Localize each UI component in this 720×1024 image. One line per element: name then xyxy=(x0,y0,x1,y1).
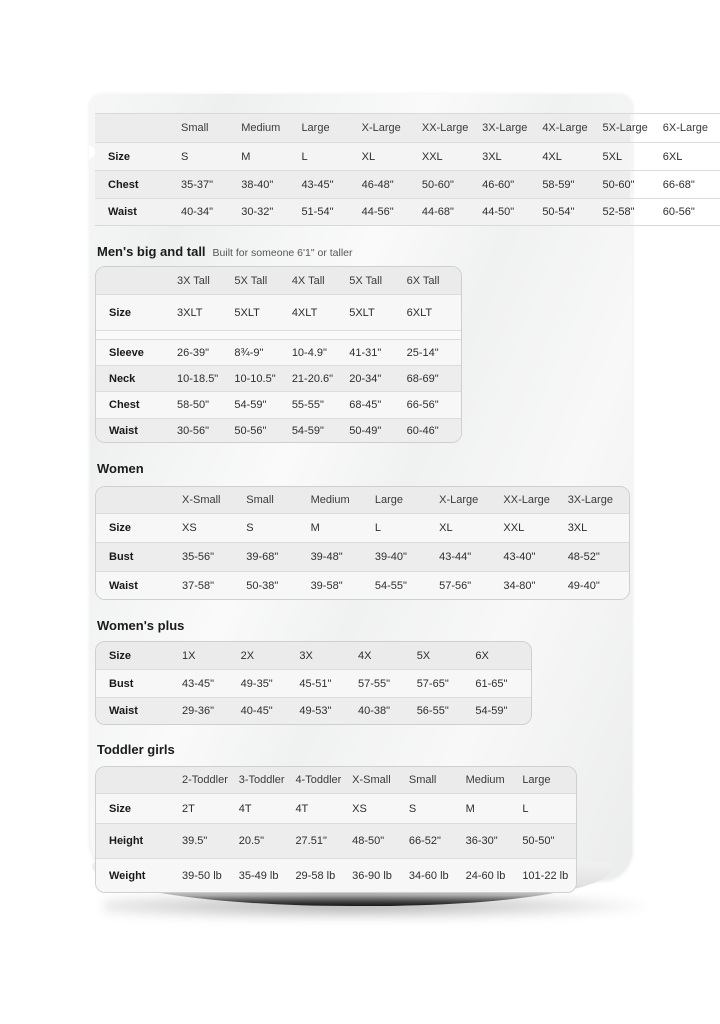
row-label: Sleeve xyxy=(109,346,144,359)
table-cell: 48-52" xyxy=(567,551,600,563)
table-cell: L xyxy=(374,522,381,534)
column-header: X-Large xyxy=(439,494,479,506)
size-table-mens xyxy=(95,113,720,226)
row-label: Neck xyxy=(109,372,136,385)
row-label: Waist xyxy=(109,424,138,437)
table-cell: XL xyxy=(361,150,376,163)
table-row xyxy=(95,113,720,142)
table-cell: 21-20.6" xyxy=(291,372,334,385)
column-header: X-Small xyxy=(182,494,221,506)
table-cell: S xyxy=(246,522,254,534)
table-cell: 3XL xyxy=(567,522,588,534)
table-cell: 41-31" xyxy=(349,346,382,359)
table-cell: 54-59" xyxy=(291,424,324,437)
table-cell: 68-45" xyxy=(349,399,382,411)
table-cell: 43-45" xyxy=(182,677,215,690)
table-cell: 34-80" xyxy=(503,579,536,592)
table-row xyxy=(96,793,576,823)
column-header: Small xyxy=(408,774,437,786)
table-row xyxy=(95,198,720,226)
table-cell: 2T xyxy=(182,802,195,815)
table-cell: 6XL xyxy=(662,150,683,163)
table-cell: 48-50" xyxy=(352,835,385,847)
table-cell: 49-40" xyxy=(567,579,600,592)
column-header: 6X-Large xyxy=(662,122,709,134)
table-cell: 55-55" xyxy=(291,399,324,411)
table-cell: 50-56" xyxy=(234,424,267,437)
table-cell: 39-68" xyxy=(246,551,279,563)
table-cell: 50-60" xyxy=(602,178,635,191)
table-row xyxy=(95,142,720,170)
table-cell: 46-60" xyxy=(482,178,515,191)
table-row xyxy=(96,858,576,892)
row-label: Waist xyxy=(109,579,138,592)
table-cell: 30-56" xyxy=(177,424,210,437)
table-cell: 50-49" xyxy=(349,424,382,437)
table-cell: 26-39" xyxy=(177,346,210,359)
table-cell: 6XLT xyxy=(406,306,433,319)
column-header: 5X-Large xyxy=(602,122,648,134)
table-row xyxy=(95,170,720,198)
row-label: Waist xyxy=(109,705,138,717)
table-cell: 66-56" xyxy=(406,399,439,411)
table-cell: 38-40" xyxy=(241,178,274,191)
table-row xyxy=(96,697,531,724)
table-cell: 35-56" xyxy=(182,551,215,563)
table-cell: 36-90 lb xyxy=(352,869,392,882)
column-header: 4-Toddler xyxy=(295,774,342,786)
table-row xyxy=(96,642,531,669)
table-cell: 29-58 lb xyxy=(295,869,336,882)
column-header: XX-Large xyxy=(421,122,469,134)
row-label: Height xyxy=(109,835,144,847)
table-cell: 39.5" xyxy=(182,835,208,847)
table-cell: M xyxy=(465,802,475,815)
table-row xyxy=(96,418,461,442)
table-cell: 43-44" xyxy=(439,551,472,563)
table-cell: 60-56" xyxy=(662,206,695,218)
row-label: Waist xyxy=(108,206,137,218)
section-title: Women xyxy=(97,461,144,476)
section-title: Men's big and tall xyxy=(97,244,206,259)
table-cell: 4X xyxy=(358,649,372,662)
table-cell: 46-48" xyxy=(361,178,394,191)
table-cell: 3XL xyxy=(482,150,502,163)
size-table-toddler xyxy=(95,766,577,893)
row-label: Chest xyxy=(108,178,139,191)
column-header: 5X Tall xyxy=(234,274,268,287)
table-cell: 1X xyxy=(182,649,196,662)
table-row xyxy=(96,294,461,330)
table-cell: 43-40" xyxy=(503,551,536,563)
column-header: X-Large xyxy=(361,122,401,134)
table-cell: 4XLT xyxy=(291,306,318,319)
table-row xyxy=(96,330,461,339)
table-cell: 4T xyxy=(238,802,252,815)
table-cell: 50-60" xyxy=(421,178,454,191)
table-cell: 4XL xyxy=(542,150,562,163)
table-cell: 56-55" xyxy=(416,705,449,717)
table-cell: 57-56" xyxy=(439,579,472,592)
table-cell: S xyxy=(181,150,189,163)
table-cell: 39-40" xyxy=(374,551,407,563)
row-label: Bust xyxy=(109,551,134,563)
column-header: Large xyxy=(374,494,403,506)
table-cell: 35-37" xyxy=(181,178,214,191)
table-cell: 49-35" xyxy=(240,677,273,690)
table-cell: 44-56" xyxy=(361,206,394,218)
table-cell: 40-34" xyxy=(181,206,214,218)
column-header: 2-Toddler xyxy=(182,774,228,786)
table-cell: 39-50 lb xyxy=(182,869,222,882)
column-header: 3-Toddler xyxy=(238,774,285,786)
table-cell: 3XLT xyxy=(177,306,203,319)
table-cell: 37-58" xyxy=(182,579,215,592)
size-table-womens_plus xyxy=(95,641,532,725)
table-cell: 5XLT xyxy=(234,306,260,319)
section-heading-big_tall xyxy=(97,244,353,259)
table-cell: 20.5" xyxy=(238,835,265,847)
table-cell: XXL xyxy=(503,522,525,534)
table-cell: 27.51" xyxy=(295,835,327,847)
table-cell: 54-59" xyxy=(475,705,508,717)
table-cell: 39-48" xyxy=(310,551,343,563)
table-cell: 52-58" xyxy=(602,206,635,218)
row-label: Size xyxy=(109,522,132,534)
column-header: Large xyxy=(522,774,551,786)
row-label: Size xyxy=(109,649,132,662)
table-cell: 39-58" xyxy=(310,579,343,592)
table-row xyxy=(96,487,629,513)
table-cell: 6X xyxy=(475,649,489,662)
table-cell: 61-65" xyxy=(475,677,508,690)
table-row xyxy=(96,669,531,697)
table-cell: M xyxy=(310,522,320,534)
column-header: Small xyxy=(181,122,209,134)
table-cell: 10-18.5" xyxy=(177,372,219,385)
row-label: Size xyxy=(108,150,131,163)
table-cell: 50-38" xyxy=(246,579,279,592)
table-row xyxy=(96,571,629,599)
table-cell: L xyxy=(301,150,308,163)
table-cell: 35-49 lb xyxy=(238,869,279,882)
section-title: Women's plus xyxy=(97,618,185,633)
table-cell: 10-4.9" xyxy=(291,346,327,359)
table-cell: 101-22 lb xyxy=(522,869,569,882)
column-header: Medium xyxy=(310,494,350,506)
table-row xyxy=(96,767,576,793)
table-cell: 8¾-9" xyxy=(234,346,264,359)
section-heading-women xyxy=(97,461,144,476)
table-cell: 43-45" xyxy=(301,178,334,191)
table-cell: 44-50" xyxy=(482,206,515,218)
table-cell: M xyxy=(241,150,251,163)
column-header: Medium xyxy=(465,774,505,786)
table-row xyxy=(96,339,461,365)
table-cell: 50-50" xyxy=(522,835,555,847)
section-heading-toddler xyxy=(97,742,175,757)
table-cell: 54-59" xyxy=(234,399,267,411)
table-cell: XL xyxy=(439,522,453,534)
table-row xyxy=(96,542,629,571)
table-cell: 60-46" xyxy=(406,424,439,437)
table-cell: 24-60 lb xyxy=(465,869,506,882)
column-header: 3X-Large xyxy=(482,122,528,134)
table-row xyxy=(96,391,461,418)
table-cell: 34-60 lb xyxy=(408,869,449,882)
table-cell: 54-55" xyxy=(374,579,407,592)
column-header: Small xyxy=(246,494,274,506)
section-subtitle: Built for someone 6'1" or taller xyxy=(212,247,353,259)
table-cell: 40-45" xyxy=(240,705,273,717)
column-header: 4X Tall xyxy=(291,274,325,287)
size-table-big_tall xyxy=(95,266,462,443)
table-row xyxy=(96,823,576,858)
table-cell: 4T xyxy=(295,802,309,815)
table-cell: XS xyxy=(352,802,367,815)
table-cell: 30-32" xyxy=(241,206,274,218)
table-cell: 5XLT xyxy=(349,306,375,319)
bag-shadow xyxy=(104,893,644,919)
table-cell: 40-38" xyxy=(358,705,391,717)
table-cell: 68-69" xyxy=(406,372,439,385)
column-header: 3X Tall xyxy=(177,274,210,287)
table-cell: 29-36" xyxy=(182,705,215,717)
column-header: 6X Tall xyxy=(406,274,440,287)
table-cell: 10-10.5" xyxy=(234,372,276,385)
table-row xyxy=(96,513,629,542)
column-header: X-Small xyxy=(352,774,391,786)
table-cell: 57-55" xyxy=(358,677,391,690)
size-table-women xyxy=(95,486,630,600)
column-header: 3X-Large xyxy=(567,494,613,506)
table-cell: 66-68" xyxy=(662,178,695,191)
table-cell: 49-53" xyxy=(299,705,332,717)
table-cell: 20-34" xyxy=(349,372,382,385)
column-header: 4X-Large xyxy=(542,122,588,134)
table-cell: 2X xyxy=(240,649,255,662)
table-cell: 57-65" xyxy=(416,677,449,690)
table-cell: 25-14" xyxy=(406,346,439,359)
row-label: Size xyxy=(109,802,132,815)
table-cell: 50-54" xyxy=(542,206,575,218)
column-header: Medium xyxy=(241,122,281,134)
table-row xyxy=(96,267,461,294)
table-cell: 66-52" xyxy=(408,835,441,847)
section-title: Toddler girls xyxy=(97,742,175,757)
table-cell: L xyxy=(522,802,529,815)
table-cell: 5X xyxy=(416,649,431,662)
table-cell: 3X xyxy=(299,649,313,662)
table-cell: 36-30" xyxy=(465,835,498,847)
column-header: 5X Tall xyxy=(349,274,383,287)
table-cell: 45-51" xyxy=(299,677,332,690)
table-cell: XXL xyxy=(421,150,443,163)
column-header: Large xyxy=(301,122,330,134)
row-label: Weight xyxy=(109,869,146,882)
table-cell: S xyxy=(408,802,417,815)
row-label: Bust xyxy=(109,677,134,690)
section-heading-womens_plus xyxy=(97,618,184,633)
column-header: XX-Large xyxy=(503,494,550,506)
table-cell: 58-50" xyxy=(177,399,210,411)
table-cell: 5XL xyxy=(602,150,623,163)
row-label: Size xyxy=(109,306,132,319)
row-label: Chest xyxy=(109,399,140,411)
table-row xyxy=(96,365,461,391)
table-cell: 44-68" xyxy=(421,206,454,218)
table-cell: 58-59" xyxy=(542,178,575,191)
table-cell: 51-54" xyxy=(301,206,334,218)
table-cell: XS xyxy=(182,522,197,534)
